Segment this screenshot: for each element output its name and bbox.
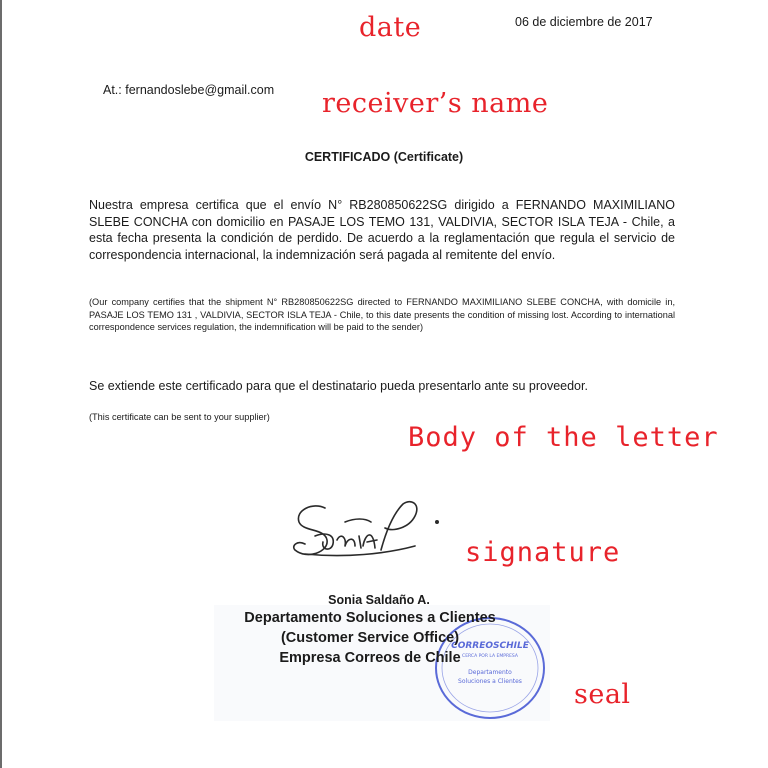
svg-text:Departamento: Departamento xyxy=(468,669,512,676)
body-paragraph-spanish: Nuestra empresa certifica que el envío N° RB280850622SG dirigido a FERNANDO MAXIMILIANO SLEBE CONCHA con domicilio en PASAJE LOS TEMO 131, VALDIVIA, SECTOR ISLA TEJA - Chile, a esta fecha presenta la condición de perdido. De acuerdo a la reglamentación que regula el servicio de correspondencia internacional, la indemnización será pagada al remitente del envío. xyxy=(89,198,675,262)
extends-statement-spanish: Se extiende este certificado para que el destinatario pueda presentarlo ante su proveedor. xyxy=(89,379,588,393)
recipient-email: At.: fernandoslebe@gmail.com xyxy=(103,83,275,97)
document-title xyxy=(0,150,768,164)
extends-statement-english: (This certificate can be sent to your supplier) xyxy=(89,412,270,422)
annotation-seal: seal xyxy=(574,679,631,710)
page-left-border xyxy=(0,0,2,768)
annotation-date: date xyxy=(359,12,422,43)
title-sub: (Certificate) xyxy=(393,150,464,164)
annotation-body: Body of the letter xyxy=(408,422,719,453)
title-main: CERTIFICADO xyxy=(304,150,391,164)
annotation-receiver-name: receiver’s name xyxy=(322,88,549,119)
svg-text:Soluciones a Clientes: Soluciones a Clientes xyxy=(458,678,522,685)
svg-text:CORREOSCHILE: CORREOSCHILE xyxy=(451,641,529,651)
annotation-signature: signature xyxy=(465,537,621,568)
svg-text:CERCA POR LA EMPRESA: CERCA POR LA EMPRESA xyxy=(462,654,518,659)
handwritten-signature xyxy=(285,488,445,578)
signer-office: (Customer Service Office) xyxy=(280,630,460,646)
letter-date: 06 de diciembre de 2017 xyxy=(515,15,653,29)
signer-department: Departamento Soluciones a Clientes xyxy=(244,610,496,626)
signer-company: Empresa Correos de Chile xyxy=(279,650,461,666)
signer-block xyxy=(200,592,540,668)
body-paragraph-english: (Our company certifies that the shipment N° RB280850622SG directed to FERNANDO MAXIMILIANO SLEBE CONCHA, with domicile in, PASAJE LOS TEMO 131 , VALDIVIA, SECTOR ISLA TEJA - Chile, to this date presents the condition of missing lost. According to international correspondence services regulation, the indemnification will be paid to the sender) xyxy=(89,297,675,332)
signer-name: Sonia Saldaño A. xyxy=(328,593,430,607)
